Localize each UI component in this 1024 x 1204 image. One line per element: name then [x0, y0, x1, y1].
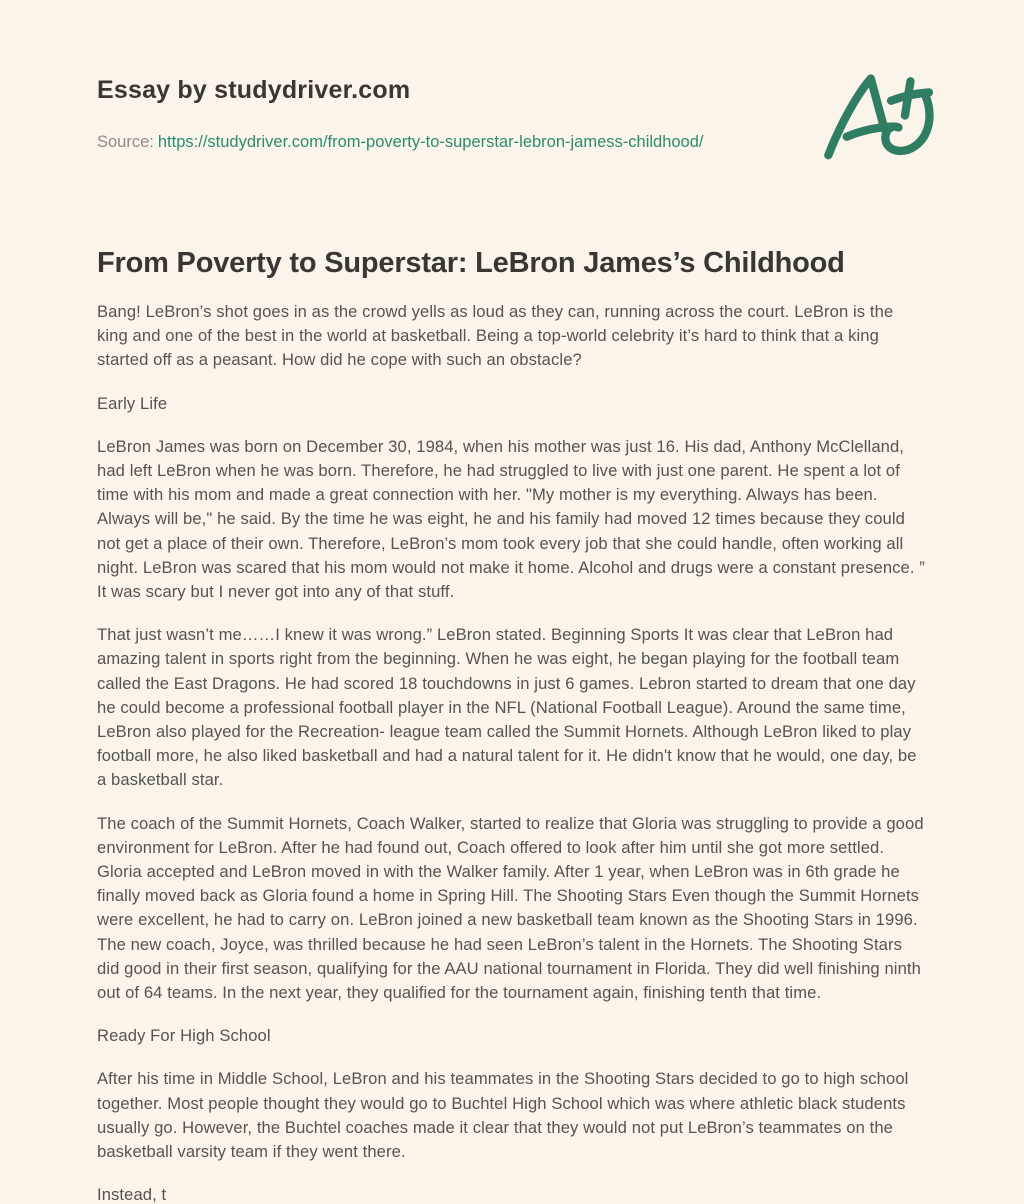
- source-label: Source:: [97, 133, 154, 151]
- section-heading: Early Life: [97, 393, 168, 413]
- section-heading: Ready For High School: [97, 1026, 271, 1046]
- paragraph: Bang! LeBron’s shot goes in as the crowd yells as loud as they can, running across the court. LeBron is the king and one of the best in the world at basketball. Being a top-world celebrity it’s hard to think that a king started off as a peasant. How did he cope with such an obstacle?: [97, 302, 894, 370]
- paragraph: After his time in Middle School, LeBron and his teammates in the Shooting Stars decided to go to high school together. Most people thought they would go to Buchtel High School which was where athletic black students usually go. However, the Buchtel coaches made it clear that they would not put LeBron’s teammates on the basketball varsity team if they went there.: [97, 1069, 909, 1162]
- article-title: From Poverty to Superstar: LeBron James’s Childhood: [97, 247, 845, 279]
- page-title: Essay by studydriver.com: [97, 76, 411, 104]
- article-body: [97, 300, 927, 1204]
- source-row: [97, 132, 927, 152]
- paragraph: LeBron James was born on December 30, 1984, when his mother was just 16. His dad, Anthony McClelland, had left LeBron when he was born. Therefore, he had struggled to live with just one parent. He spent a lot of time with his mom and made a great connection with her. "My mother is my everything. Always has been. Always will be," he said. By the time he was eight, he and his family had moved 12 times because they could not get a place of their own. Therefore, LeBron’s mom took every job that she could handle, often working all night. LeBron was scared that his mom would not make it home. Alcohol and drugs were a constant presence. ” It was scary but I never got into any of that stuff.: [97, 436, 925, 602]
- source-link[interactable]: https://studydriver.com/from-poverty-to-superstar-lebron-jamess-childhood/: [157, 133, 704, 151]
- paragraph: The coach of the Summit Hornets, Coach Walker, started to realize that Gloria was struggling to provide a good environment for LeBron. After he had found out, Coach offered to look after him until she got more settled. Gloria accepted and LeBron moved in with the Walker family. After 1 year, when LeBron was in 6th grade he finally moved back as Gloria found a home in Spring Hill. The Shooting Stars Even though the Summit Hornets were excellent, he had to carry on. LeBron joined a new basketball team known as the Shooting Stars in 1996. The new coach, Joyce, was thrilled because he had seen LeBron’s talent in the Hornets. The Shooting Stars did good in their first season, qualifying for the AAU national tournament in Florida. They did well finishing ninth out of 64 teams. In the next year, they qualified for the tournament again, finishing tenth that time.: [97, 813, 924, 1003]
- paragraph: Instead, t: [97, 1185, 167, 1204]
- paragraph: That just wasn’t me……I knew it was wrong.” LeBron stated. Beginning Sports It was clear that LeBron had amazing talent in sports right from the beginning. When he was eight, he began playing for the football team called the East Dragons. He had scored 18 touchdowns in just 6 games. Lebron started to dream that one day he could become a professional football player in the NFL (National Football League). Around the same time, LeBron also played for the Recreation- league team called the Summit Hornets. Although LeBron liked to play football more, he also liked basketball and had a natural talent for it. He didn't know that he would, one day, be a basketball star.: [97, 625, 917, 790]
